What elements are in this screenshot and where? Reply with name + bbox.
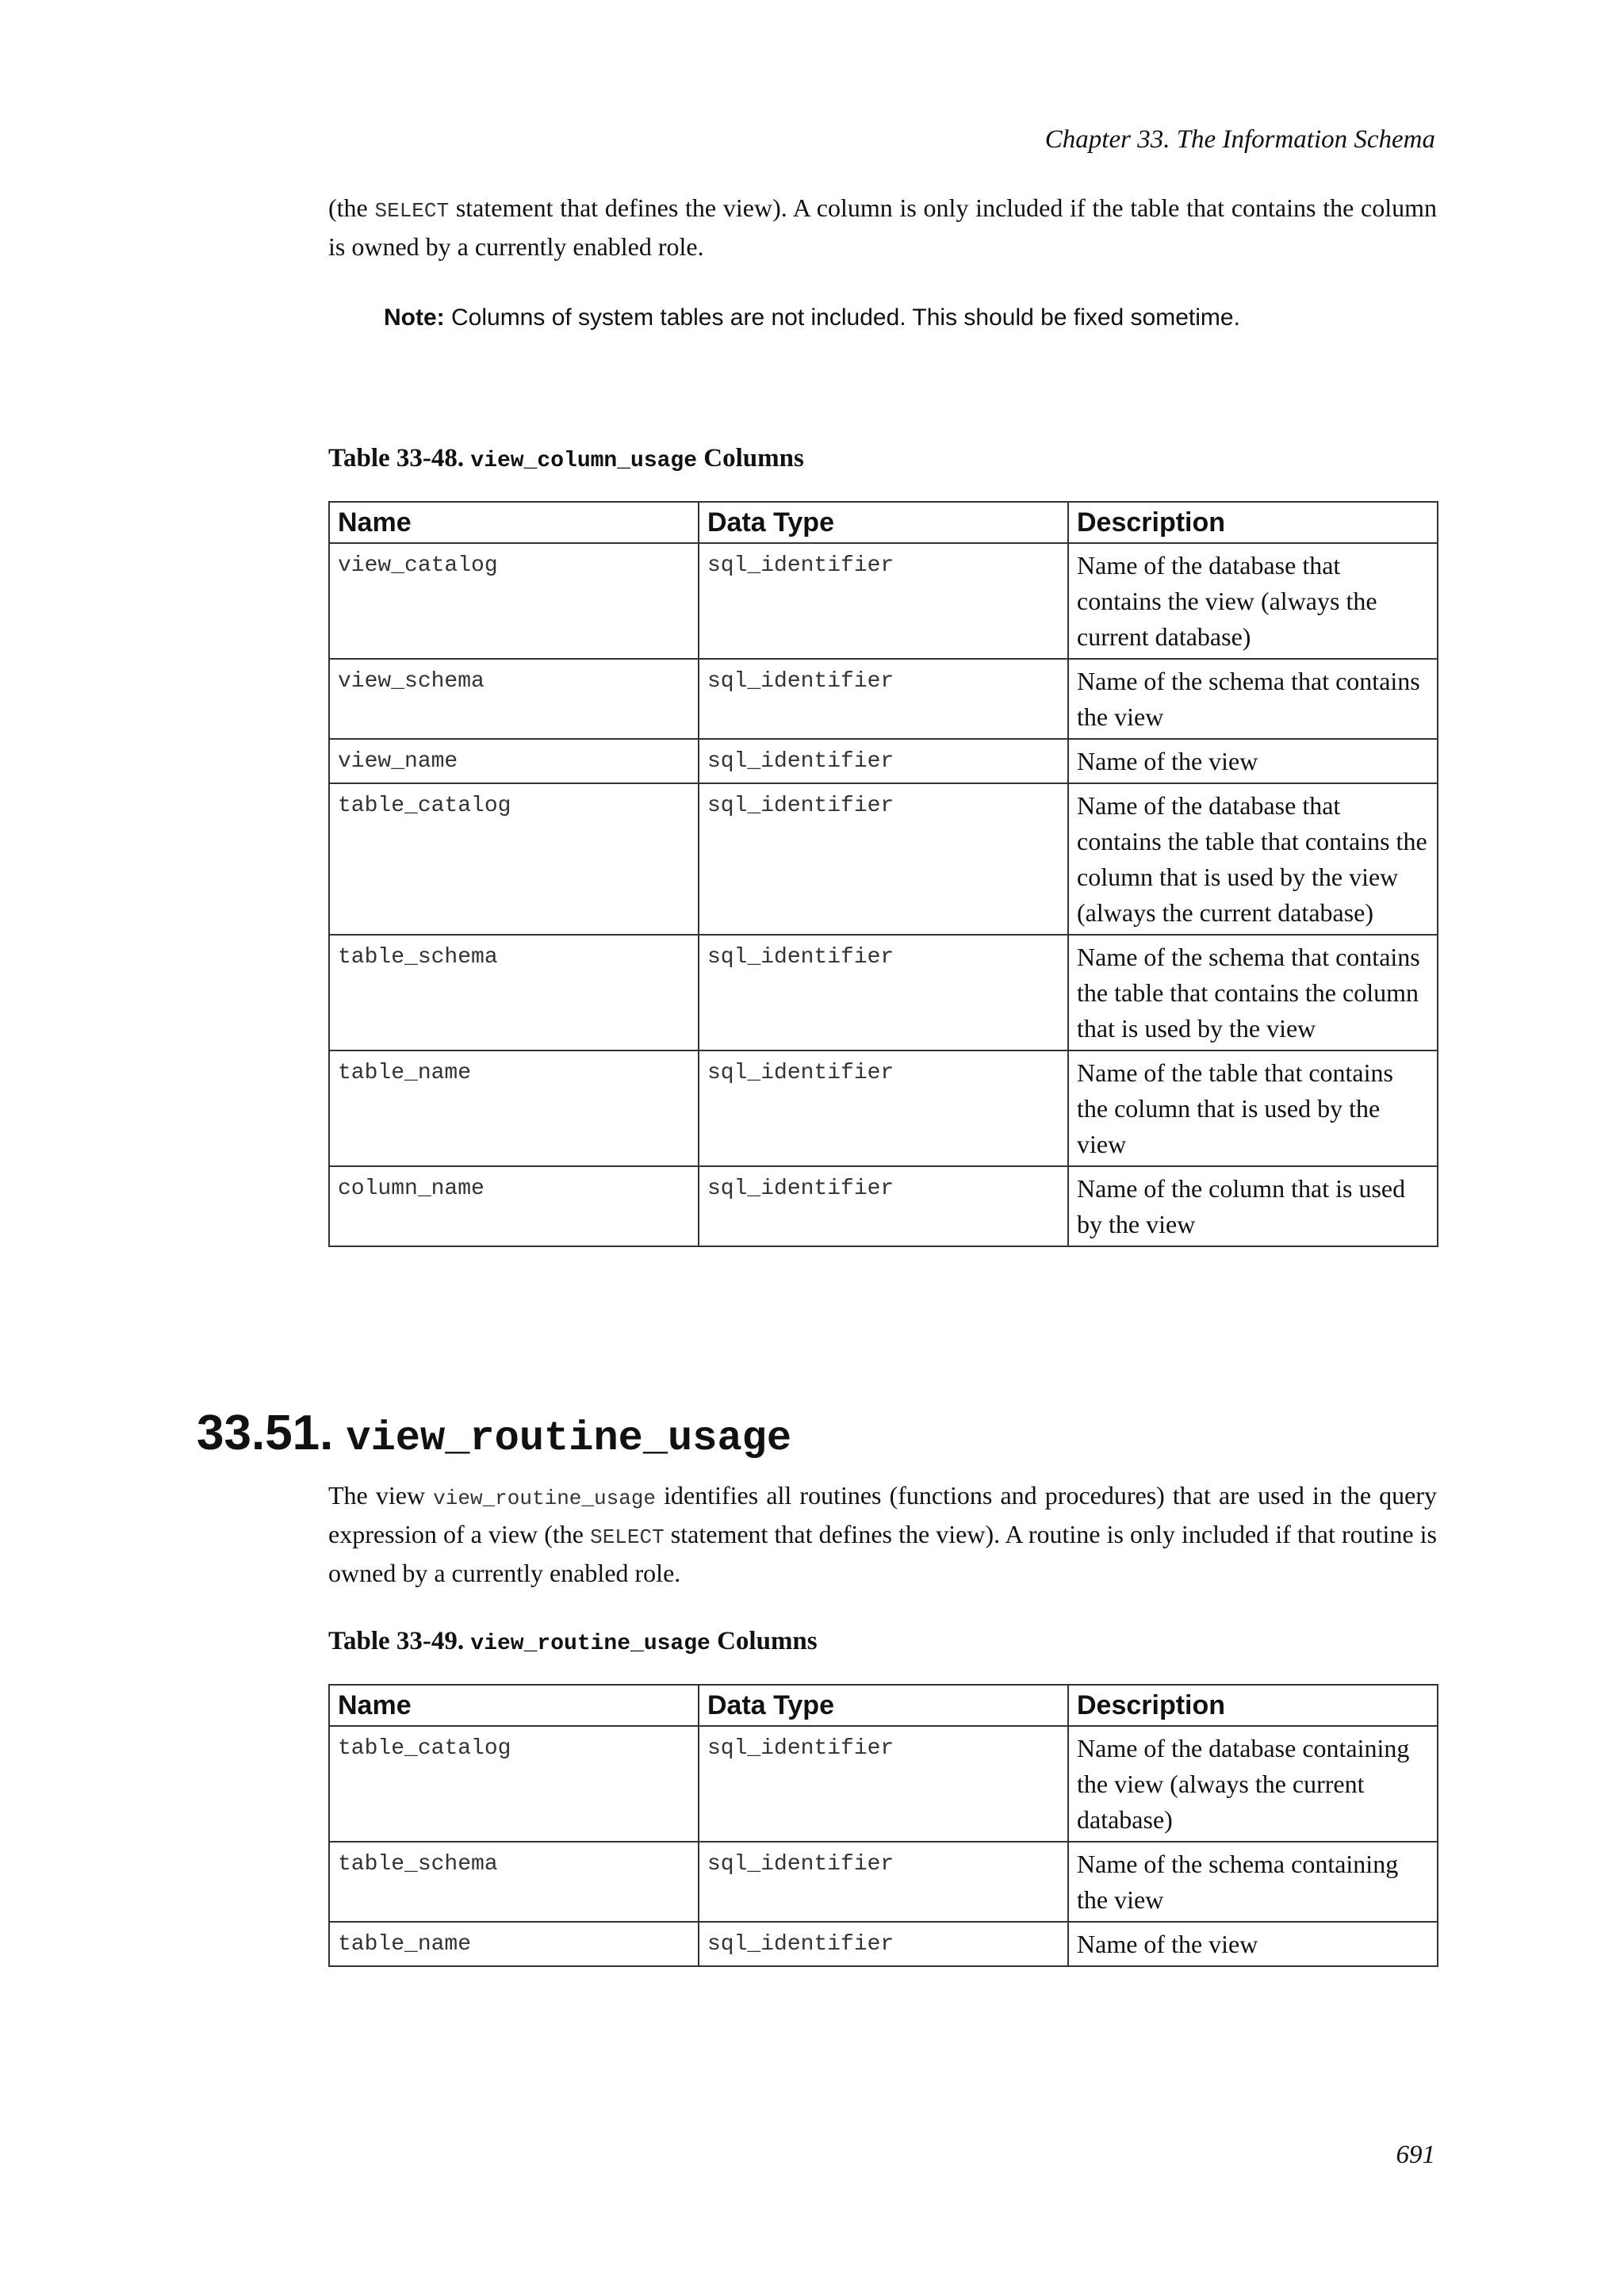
cell-type: sql_identifier: [699, 543, 1068, 659]
section-text-2: identifies all routines (functions and procedures) that are used in the query expression of a view (the: [328, 1481, 1438, 1548]
cell-description: Name of the database that contains the view (always the current database): [1068, 543, 1438, 659]
table-row: [329, 1726, 1438, 1842]
section-paragraph: [328, 1478, 1437, 1591]
cell-type: sql_identifier: [699, 1166, 1068, 1246]
section-code-view-routine-usage: view_routine_usage: [433, 1487, 657, 1510]
cell-name: table_name: [329, 1922, 699, 1966]
cell-description: Name of the view: [1068, 1922, 1438, 1966]
table-caption-49-prefix: Table 33-49.: [328, 1627, 471, 1655]
header-data-type: Data Type: [699, 502, 1068, 543]
table-row: [329, 1166, 1438, 1246]
cell-name: view_catalog: [329, 543, 699, 659]
table-caption-49-code: view_routine_usage: [470, 1632, 710, 1656]
cell-description: Name of the schema that contains the view: [1068, 659, 1438, 739]
header-name: Name: [329, 502, 699, 543]
note-block: [384, 304, 1240, 331]
view-routine-usage-table: [328, 1684, 1438, 1967]
note-label: Note:: [384, 304, 445, 331]
cell-description: Name of the schema that contains the table that contains the column that is used by the view: [1068, 935, 1438, 1050]
table-row: [329, 659, 1438, 739]
section-text-1: The view: [328, 1481, 434, 1510]
section-heading: [197, 1405, 791, 1462]
cell-description: Name of the table that contains the column that is used by the view: [1068, 1050, 1438, 1166]
table-header-row: [329, 502, 1438, 543]
section-number: 33.51.: [197, 1406, 334, 1460]
table-header-row: [329, 1685, 1438, 1726]
cell-type: sql_identifier: [699, 659, 1068, 739]
table-row: [329, 935, 1438, 1050]
table-row: [329, 1050, 1438, 1166]
intro-text-2: statement that defines the view). A column is only included if the table that contains the column is owned by a currently enabled role.: [328, 193, 1438, 261]
cell-type: sql_identifier: [699, 1050, 1068, 1166]
view-column-usage-table: [328, 501, 1438, 1247]
cell-description: Name of the view: [1068, 739, 1438, 783]
table-row: [329, 1842, 1438, 1922]
cell-type: sql_identifier: [699, 1922, 1068, 1966]
page-number: 691: [1396, 2141, 1435, 2169]
cell-name: view_name: [329, 739, 699, 783]
intro-paragraph: [328, 190, 1437, 265]
section-title: view_routine_usage: [346, 1415, 792, 1462]
cell-name: view_schema: [329, 659, 699, 739]
header-description: Description: [1068, 1685, 1438, 1726]
cell-type: sql_identifier: [699, 1726, 1068, 1842]
cell-description: Name of the schema containing the view: [1068, 1842, 1438, 1922]
table-caption-48-prefix: Table 33-48.: [328, 444, 471, 473]
cell-description: Name of the database containing the view (always the current database): [1068, 1726, 1438, 1842]
cell-description: Name of the column that is used by the view: [1068, 1166, 1438, 1246]
cell-name: table_schema: [329, 1842, 699, 1922]
cell-name: column_name: [329, 1166, 699, 1246]
table-caption-48-code: view_column_usage: [470, 449, 698, 473]
cell-name: table_schema: [329, 935, 699, 1050]
intro-code-select: SELECT: [374, 199, 450, 223]
table-caption-49-suffix: Columns: [710, 1627, 818, 1655]
running-header: Chapter 33. The Information Schema: [1044, 125, 1435, 154]
table-row: [329, 1922, 1438, 1966]
cell-type: sql_identifier: [699, 1842, 1068, 1922]
table-caption-48-suffix: Columns: [697, 444, 804, 473]
cell-type: sql_identifier: [699, 935, 1068, 1050]
cell-description: Name of the database that contains the table that contains the column that is used by the view (always the current database): [1068, 783, 1438, 935]
header-name: Name: [329, 1685, 699, 1726]
table-caption-49: [328, 1627, 818, 1656]
header-description: Description: [1068, 502, 1438, 543]
note-text: Columns of system tables are not included. This should be fixed sometime.: [444, 304, 1240, 331]
table-row: [329, 739, 1438, 783]
cell-name: table_catalog: [329, 783, 699, 935]
cell-name: table_catalog: [329, 1726, 699, 1842]
cell-name: table_name: [329, 1050, 699, 1166]
table-row: [329, 543, 1438, 659]
table-caption-48: [328, 444, 804, 473]
cell-type: sql_identifier: [699, 783, 1068, 935]
section-code-select: SELECT: [590, 1525, 665, 1549]
intro-text-1: (the: [328, 193, 375, 222]
cell-type: sql_identifier: [699, 739, 1068, 783]
header-data-type: Data Type: [699, 1685, 1068, 1726]
table-row: [329, 783, 1438, 935]
section-text-3: statement that defines the view). A routine is only included if that routine is owned by a currently enabled role.: [328, 1520, 1438, 1587]
